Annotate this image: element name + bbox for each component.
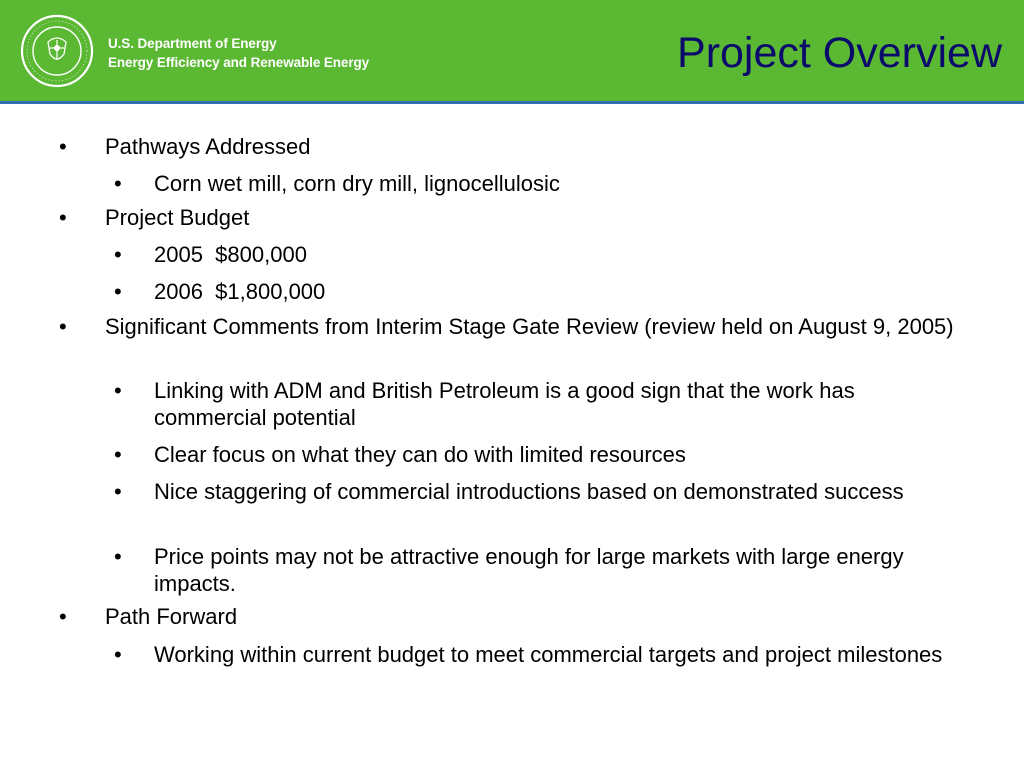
agency-name [108, 34, 369, 72]
bullet-dot: • [59, 604, 67, 629]
header-divider [0, 101, 1024, 104]
bullet-dot: • [114, 378, 122, 403]
bullet-item [59, 204, 965, 231]
bullet-text: Significant Comments from Interim Stage Gate Review (review held on August 9, 2005) [105, 314, 954, 339]
sub-bullet-item [114, 478, 954, 505]
bullet-dot: • [59, 134, 67, 159]
sub-bullet-item [114, 170, 954, 197]
bullet-text: Linking with ADM and British Petroleum is a good sign that the work has commercial potential [154, 378, 855, 430]
bullet-text: Path Forward [105, 604, 238, 629]
bullet-dot: • [114, 479, 122, 504]
bullet-dot: • [114, 642, 122, 667]
bullet-item [59, 603, 965, 630]
sub-bullet-item [114, 543, 954, 597]
sub-bullet-item [114, 641, 954, 668]
bullet-text: Project Budget [105, 205, 250, 230]
header-bar [0, 0, 1024, 101]
bullet-dot: • [114, 442, 122, 467]
sub-bullet-item [114, 441, 954, 468]
doe-seal-icon [20, 14, 94, 88]
bullet-text: 2005 $800,000 [154, 242, 307, 267]
bullet-dot: • [114, 242, 122, 267]
sub-bullet-item [114, 241, 954, 268]
bullet-dot: • [59, 314, 67, 339]
bullet-item [59, 133, 965, 160]
slide-title: Project Overview [677, 29, 1002, 77]
bullet-text: Pathways Addressed [105, 134, 311, 159]
bullet-item [59, 313, 965, 340]
agency-line-2: Energy Efficiency and Renewable Energy [108, 55, 370, 70]
bullet-dot: • [59, 205, 67, 230]
sub-bullet-item [114, 377, 954, 431]
bullet-dot: • [114, 544, 122, 569]
agency-line-1: U.S. Department of Energy [108, 36, 277, 51]
bullet-text: Nice staggering of commercial introductions based on demonstrated success [154, 479, 904, 504]
sub-bullet-item [114, 278, 954, 305]
bullet-text: Price points may not be attractive enough for large markets with large energy impacts. [154, 544, 904, 596]
bullet-dot: • [114, 279, 122, 304]
bullet-text: 2006 $1,800,000 [154, 279, 326, 304]
bullet-dot: • [114, 171, 122, 196]
bullet-text: Corn wet mill, corn dry mill, lignocellulosic [154, 171, 560, 196]
bullet-text: Working within current budget to meet commercial targets and project milestones [154, 642, 943, 667]
bullet-text: Clear focus on what they can do with limited resources [154, 442, 686, 467]
